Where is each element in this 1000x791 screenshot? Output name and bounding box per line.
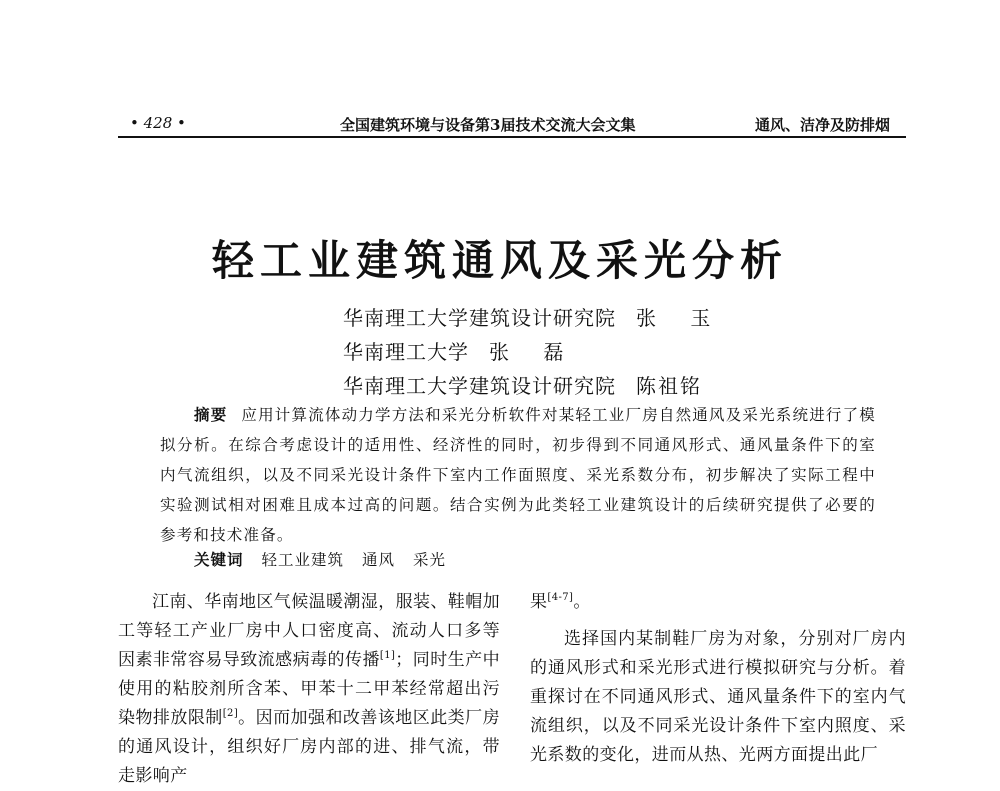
abstract-label: 摘要 — [194, 405, 228, 424]
author-name: 张 磊 — [489, 340, 578, 364]
citation: [2] — [222, 708, 239, 719]
keyword: 轻工业建筑 — [261, 551, 345, 569]
paper-title: 轻工业建筑通风及采光分析 — [211, 236, 788, 285]
keyword: 通风 — [362, 551, 396, 569]
body-text: 。 — [573, 592, 591, 612]
abstract-text: 应用计算流体动力学方法和采光分析软件对某轻工业厂房自然通风及采光系统进行了模拟分析。在综合考虑设计的适用性、经济性的同时，初步得到不同通风形式、通风量条件下的室内气流组织，以及不同采光设计条件下室内工作面照度、采光系数分布，初步解决了实际工程中实验测试相对困难且成本过高的问题。结合实例为此类轻工业建筑设计的后续研究提供了必要的参考和技术准备。 — [160, 406, 877, 544]
author-name: 张 玉 — [636, 306, 725, 330]
body-text: ；同时生产中使用的粘胶剂所含苯、甲苯十二甲苯经常超出污染物排放限制 — [118, 650, 501, 728]
body-text: 。因而加强和改善该地区此类厂房的通风设计，组织好厂房内部的进、排气流，带走影响产 — [118, 708, 500, 786]
author-affiliation: 华南理工大学建筑设计研究院 — [343, 306, 616, 330]
author-line-3 — [343, 370, 702, 399]
author-name: 陈祖铭 — [636, 374, 702, 398]
keywords-label: 关键词 — [194, 550, 244, 569]
running-header — [118, 112, 906, 136]
citation: [1] — [379, 650, 396, 661]
header-rule — [118, 136, 906, 138]
paragraph — [530, 588, 906, 617]
page-number: • 428 • — [130, 114, 186, 132]
body-column-left — [118, 588, 500, 791]
journal-title: 全国建筑环境与设备第3届技术交流大会文集 — [340, 116, 636, 134]
author-affiliation: 华南理工大学 — [343, 340, 469, 364]
citation: [4-7] — [547, 592, 574, 603]
author-line-1 — [343, 302, 724, 331]
body-text: 果 — [530, 592, 548, 612]
author-affiliation: 华南理工大学建筑设计研究院 — [343, 374, 616, 398]
abstract — [160, 400, 876, 550]
section-title: 通风、洁净及防排烟 — [754, 116, 890, 134]
author-line-2 — [343, 336, 577, 365]
body-column-right — [530, 588, 906, 770]
keyword: 采光 — [413, 551, 447, 569]
paragraph: 选择国内某制鞋厂房为对象，分别对厂房内的通风形式和采光形式进行模拟研究与分析。着重探讨在不同通风形式、通风量条件下的室内气流组织，以及不同采光设计条件下室内照度、采光系数的变化，进而从热、光两方面提出此厂 — [530, 629, 906, 765]
paragraph — [118, 588, 500, 791]
keywords — [194, 548, 464, 570]
body-text: 江南、华南地区气候温暖潮湿，服装、鞋帽加工等轻工产业厂房中人口密度高、流动人口多等因素非常容易导致流感病毒的传播 — [118, 592, 500, 670]
